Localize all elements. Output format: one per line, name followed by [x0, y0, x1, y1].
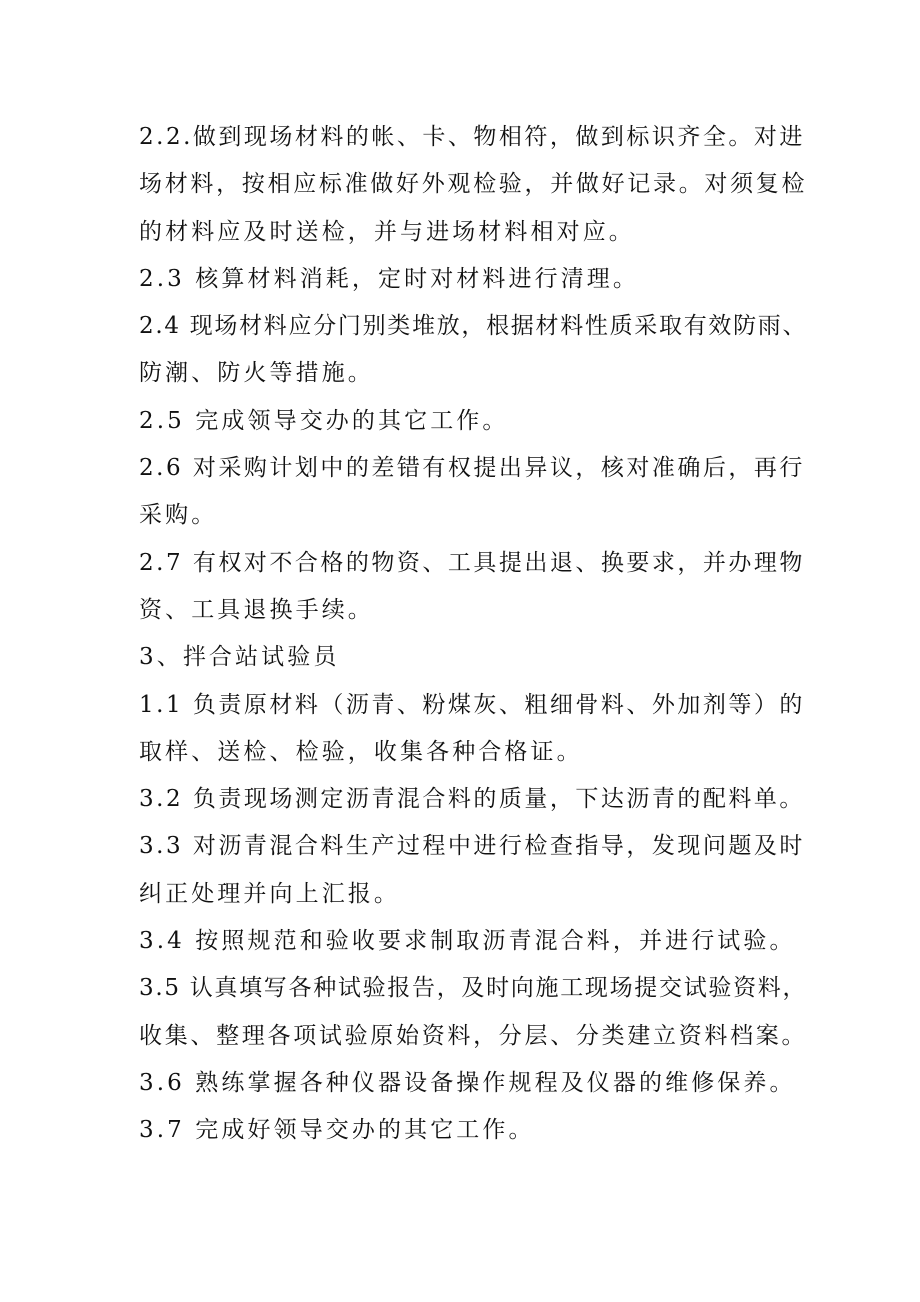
text-line: 防潮、防火等措施。	[139, 360, 374, 387]
text-line: 收集、整理各项试验原始资料，分层、分类建立资料档案。	[139, 1022, 808, 1049]
text-line: 纠正处理并向上汇报。	[139, 880, 400, 907]
text-line: 1.1 负责原材料（沥青、粉煤灰、粗细骨料、外加剂等）的	[139, 691, 805, 718]
text-line: 2.4 现场材料应分门别类堆放，根据材料性质采取有效防雨、	[139, 313, 808, 340]
text-line: 3.2 负责现场测定沥青混合料的质量，下达沥青的配料单。	[139, 786, 805, 813]
text-line: 的材料应及时送检，并与进场材料相对应。	[139, 218, 635, 245]
section-heading: 3、拌合站试验员	[139, 644, 340, 671]
text-line: 3.5 认真填写各种试验报告，及时向施工现场提交试验资料，	[139, 975, 808, 1002]
text-line: 3.6 熟练掌握各种仪器设备操作规程及仪器的维修保养。	[139, 1069, 796, 1096]
text-line: 2.3 核算材料消耗，定时对材料进行清理。	[139, 265, 639, 292]
text-line: 3.7 完成好领导交办的其它工作。	[139, 1117, 535, 1144]
document-body	[139, 114, 808, 1155]
text-line: 3.4 按照规范和验收要求制取沥青混合料，并进行试验。	[139, 928, 796, 955]
text-line: 2.7 有权对不合格的物资、工具提出退、换要求，并办理物	[139, 549, 805, 576]
text-line: 资、工具退换手续。	[139, 596, 374, 623]
text-line: 采购。	[139, 502, 218, 529]
text-line: 2.2.做到现场材料的帐、卡、物相符，做到标识齐全。对进	[139, 124, 805, 150]
text-line: 取样、送检、检验，收集各种合格证。	[139, 738, 583, 765]
text-line: 3.3 对沥青混合料生产过程中进行检查指导，发现问题及时	[139, 833, 805, 860]
text-line: 2.6 对采购计划中的差错有权提出异议，核对准确后，再行	[139, 455, 805, 482]
text-line: 2.5 完成领导交办的其它工作。	[139, 407, 509, 434]
text-line: 场材料，按相应标准做好外观检验，并做好记录。对须复检	[139, 171, 808, 198]
